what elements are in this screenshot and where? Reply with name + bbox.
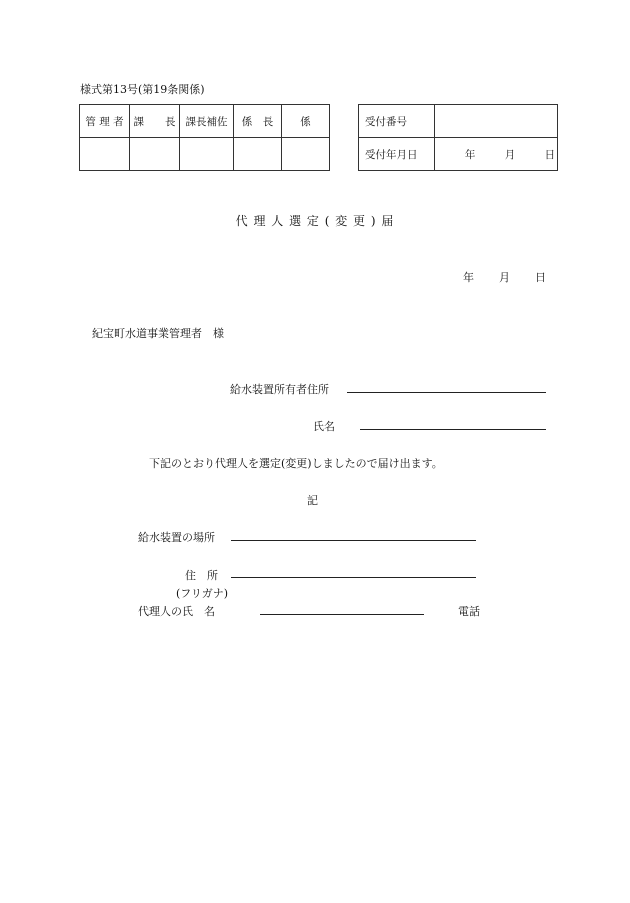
reception-date-value	[435, 138, 558, 171]
agent-address-label: 住 所	[185, 569, 218, 582]
reception-table	[358, 104, 558, 171]
approval-seal-cell	[130, 138, 180, 171]
reception-day-label: 日	[544, 148, 556, 161]
approval-seal-cell	[234, 138, 282, 171]
reception-year-label: 年	[464, 148, 476, 161]
agent-name-line[interactable]	[260, 614, 424, 615]
phone-label: 電話	[458, 605, 480, 618]
approval-table	[79, 104, 330, 171]
approval-seal-cell	[282, 138, 330, 171]
day-label: 日	[535, 271, 546, 284]
approval-header: 管 理 者	[80, 105, 130, 138]
month-label: 月	[499, 271, 510, 284]
approval-header: 係 長	[234, 105, 282, 138]
form-number: 様式第13号(第19条関係)	[80, 83, 205, 96]
reception-month-label: 月	[504, 148, 516, 161]
approval-seal-cell	[180, 138, 234, 171]
furigana-label: (フリガナ)	[176, 587, 229, 600]
document-title: 代 理 人 選 定 ( 変 更 ) 届	[235, 214, 395, 228]
approval-header: 課 長	[130, 105, 180, 138]
owner-address-line[interactable]	[347, 392, 546, 393]
body-text: 下記のとおり代理人を選定(変更)しましたので届け出ます。	[149, 457, 443, 470]
agent-address-line[interactable]	[231, 577, 476, 578]
approval-header: 係	[282, 105, 330, 138]
owner-address-label: 給水装置所有者住所	[230, 383, 329, 396]
location-line[interactable]	[231, 540, 476, 541]
owner-name-line[interactable]	[360, 429, 546, 430]
addressee: 紀宝町水道事業管理者 様	[92, 327, 224, 340]
year-label: 年	[463, 271, 474, 284]
ki-label: 記	[307, 494, 318, 507]
agent-name-label: 代理人の氏 名	[138, 605, 215, 618]
approval-seal-cell	[80, 138, 130, 171]
approval-header: 課長補佐	[180, 105, 234, 138]
owner-name-label: 氏名	[313, 420, 335, 433]
reception-date-label: 受付年月日	[359, 138, 435, 171]
location-label: 給水装置の場所	[138, 531, 215, 544]
reception-number-label: 受付番号	[359, 105, 435, 138]
reception-number-value	[435, 105, 558, 138]
